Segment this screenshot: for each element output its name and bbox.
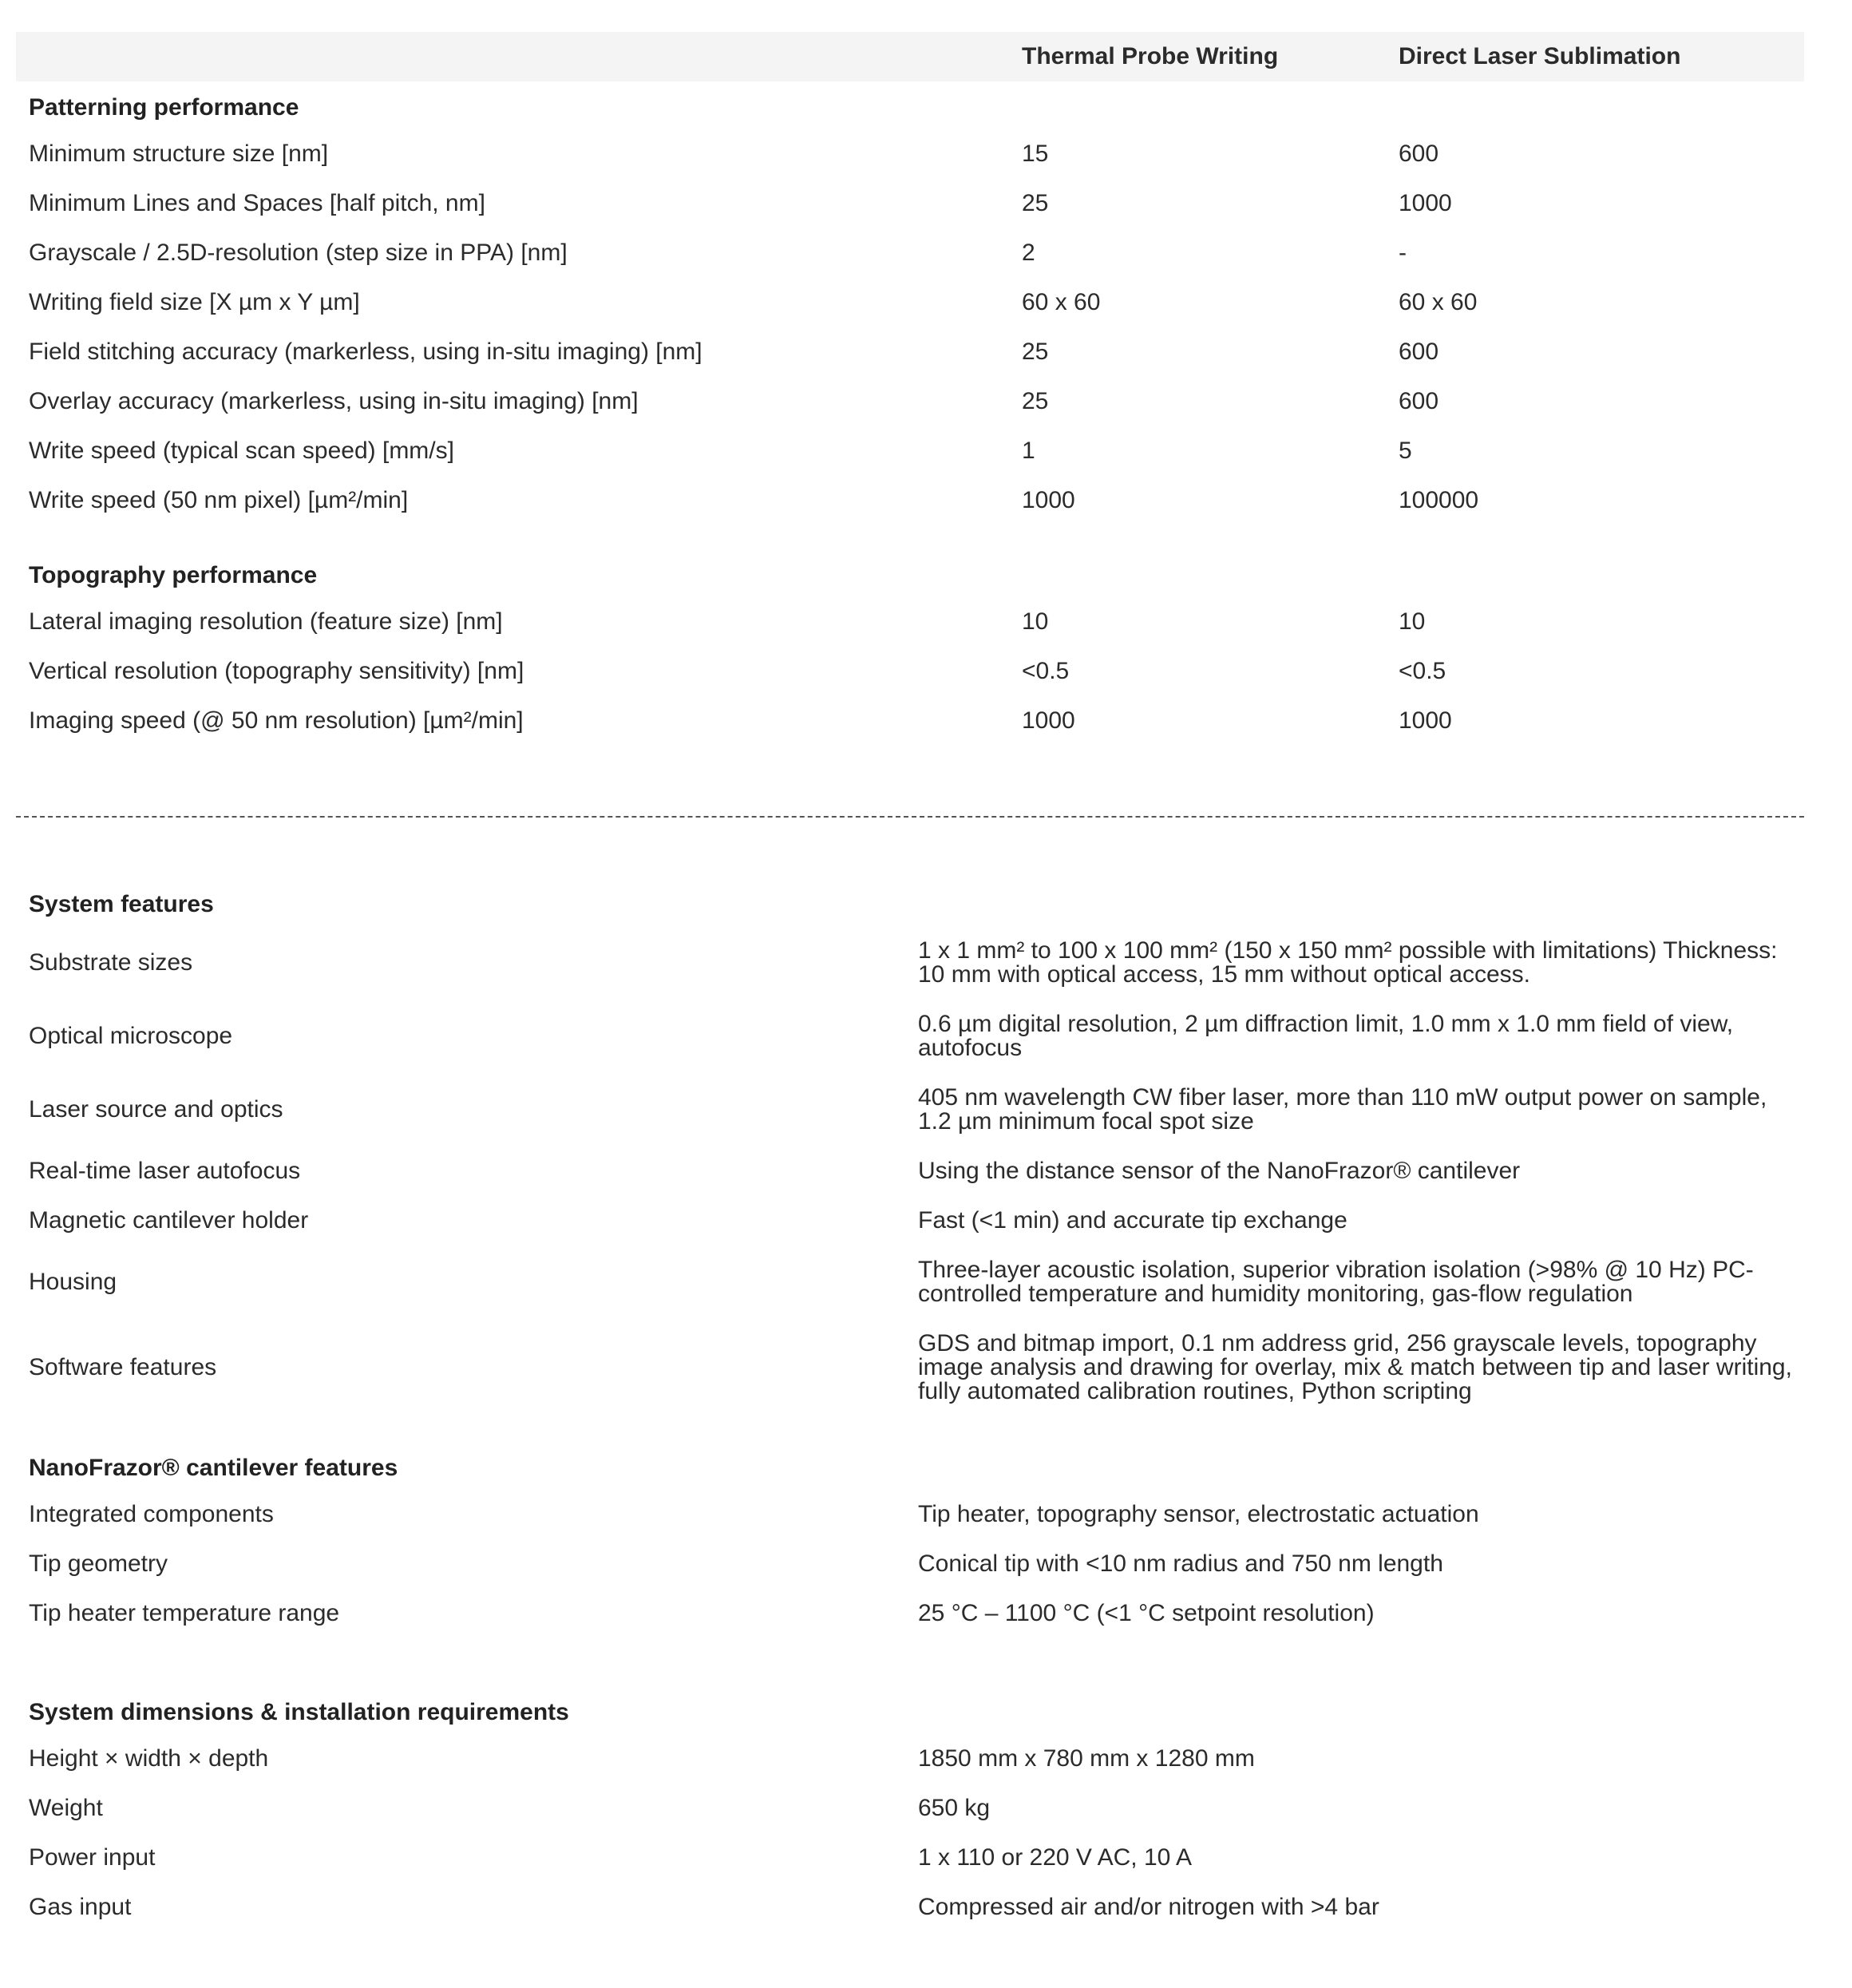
row-label: Writing field size [X µm x Y µm] [29,289,360,315]
row-label: Height × width × depth [29,1745,269,1772]
table-row [16,1000,1804,1073]
row-label: Grayscale / 2.5D-resolution (step size in PPA) [nm] [29,240,568,266]
column-header-laser-sublimation: Direct Laser Sublimation [1399,43,1681,69]
row-value: 1850 mm x 780 mm x 1280 mm [918,1745,1255,1772]
row-label: Tip geometry [29,1550,168,1577]
thermal-value: 25 [1022,339,1049,365]
row-label: Software features [29,1354,217,1380]
section-title-system-dimensions: System dimensions & installation requirements [29,1699,569,1725]
row-label: Write speed (typical scan speed) [mm/s] [29,438,454,464]
table-row [16,648,1804,698]
row-value: Tip heater, topography sensor, electrostatic actuation [918,1501,1479,1527]
section-title-cantilever-features: NanoFrazor® cantilever features [29,1455,398,1481]
thermal-value: <0.5 [1022,658,1070,684]
table-row [16,279,1804,329]
row-label: Weight [29,1795,103,1821]
laser-value: 60 x 60 [1399,289,1478,315]
thermal-value: 25 [1022,190,1049,216]
row-value: Three-layer acoustic isolation, superior vibration isolation (>98% @ 10 Hz) PC-controlled temperature and humidity monitoring, gas-flow regulation [918,1257,1754,1307]
row-value: Compressed air and/or nitrogen with >4 bar [918,1894,1379,1920]
row-value: 650 kg [918,1795,991,1821]
cantilever-features-rows [16,1490,1804,1638]
table-row [16,1833,1804,1883]
row-value: Fast (<1 min) and accurate tip exchange [918,1207,1347,1234]
row-label: Substrate sizes [29,949,193,976]
laser-value: <0.5 [1399,658,1446,684]
table-row [16,1196,1804,1245]
row-label: Power input [29,1844,156,1871]
table-row [16,1245,1804,1319]
patterning-rows [16,131,1804,527]
table-row [16,1589,1804,1638]
row-label: Tip heater temperature range [29,1600,340,1626]
row-label: Write speed (50 nm pixel) [µm²/min] [29,487,409,513]
table-row [16,1319,1804,1416]
thermal-value: 1000 [1022,487,1075,513]
row-value: Using the distance sensor of the NanoFrazor® cantilever [918,1158,1521,1184]
section-divider [16,816,1804,818]
table-row [16,599,1804,648]
row-label: Gas input [29,1894,132,1920]
row-label: Real-time laser autofocus [29,1158,301,1184]
row-label: Housing [29,1269,117,1295]
column-header-thermal-probe: Thermal Probe Writing [1022,43,1279,69]
row-value: GDS and bitmap import, 0.1 nm address grid, 256 grayscale levels, topography image analysis and drawing for overlay, mix & match between tip and laser writing, fully automated calibration routines, Python scripting [918,1330,1792,1404]
thermal-value: 2 [1022,240,1035,266]
section-title-patterning: Patterning performance [29,94,299,121]
laser-value: 1000 [1399,707,1452,734]
row-value: 25 °C – 1100 °C (<1 °C setpoint resolution) [918,1600,1375,1626]
thermal-value: 15 [1022,141,1049,167]
table-row [16,1146,1804,1196]
row-value: 0.6 µm digital resolution, 2 µm diffraction limit, 1.0 mm x 1.0 mm field of view, autofocus [918,1011,1734,1061]
laser-value: - [1399,240,1407,266]
table-row [16,180,1804,230]
row-label: Integrated components [29,1501,274,1527]
laser-value: 5 [1399,438,1412,464]
row-label: Overlay accuracy (markerless, using in-situ imaging) [nm] [29,388,639,414]
row-label: Optical microscope [29,1023,233,1049]
row-label: Laser source and optics [29,1096,283,1123]
thermal-value: 1000 [1022,707,1075,734]
topography-rows [16,599,1804,747]
row-label: Minimum structure size [nm] [29,141,329,167]
thermal-value: 10 [1022,608,1049,635]
system-features-rows [16,926,1804,1416]
laser-value: 600 [1399,339,1439,365]
table-row [16,1883,1804,1932]
row-value: 1 x 110 or 220 V AC, 10 A [918,1844,1193,1871]
table-row [16,1073,1804,1146]
row-value: 405 nm wavelength CW fiber laser, more than 110 mW output power on sample, 1.2 µm minimum focal spot size [918,1084,1767,1135]
section-title-system-features: System features [29,891,214,917]
table-row [16,1734,1804,1784]
row-label: Lateral imaging resolution (feature size) [nm] [29,608,503,635]
row-label: Vertical resolution (topography sensitivity) [nm] [29,658,524,684]
table-row [16,428,1804,477]
system-dimensions-rows [16,1734,1804,1932]
row-label: Imaging speed (@ 50 nm resolution) [µm²/min] [29,707,524,734]
row-label: Field stitching accuracy (markerless, using in-situ imaging) [nm] [29,339,702,365]
table-row [16,131,1804,180]
laser-value: 10 [1399,608,1426,635]
table-row [16,926,1804,1000]
table-row [16,230,1804,279]
laser-value: 600 [1399,141,1439,167]
laser-value: 1000 [1399,190,1452,216]
table-row [16,1539,1804,1589]
table-row [16,477,1804,527]
row-value: Conical tip with <10 nm radius and 750 nm length [918,1550,1443,1577]
thermal-value: 25 [1022,388,1049,414]
table-row [16,378,1804,428]
laser-value: 100000 [1399,487,1479,513]
row-value: 1 x 1 mm² to 100 x 100 mm² (150 x 150 mm² possible with limitations) Thickness: 10 mm with optical access, 15 mm without optical access. [918,937,1778,988]
laser-value: 600 [1399,388,1439,414]
thermal-value: 60 x 60 [1022,289,1101,315]
thermal-value: 1 [1022,438,1035,464]
row-label: Magnetic cantilever holder [29,1207,309,1234]
table-row [16,329,1804,378]
table-row [16,1784,1804,1833]
performance-table-header [16,32,1804,81]
table-row [16,1490,1804,1539]
row-label: Minimum Lines and Spaces [half pitch, nm] [29,190,485,216]
table-row [16,698,1804,747]
section-title-topography: Topography performance [29,562,318,588]
